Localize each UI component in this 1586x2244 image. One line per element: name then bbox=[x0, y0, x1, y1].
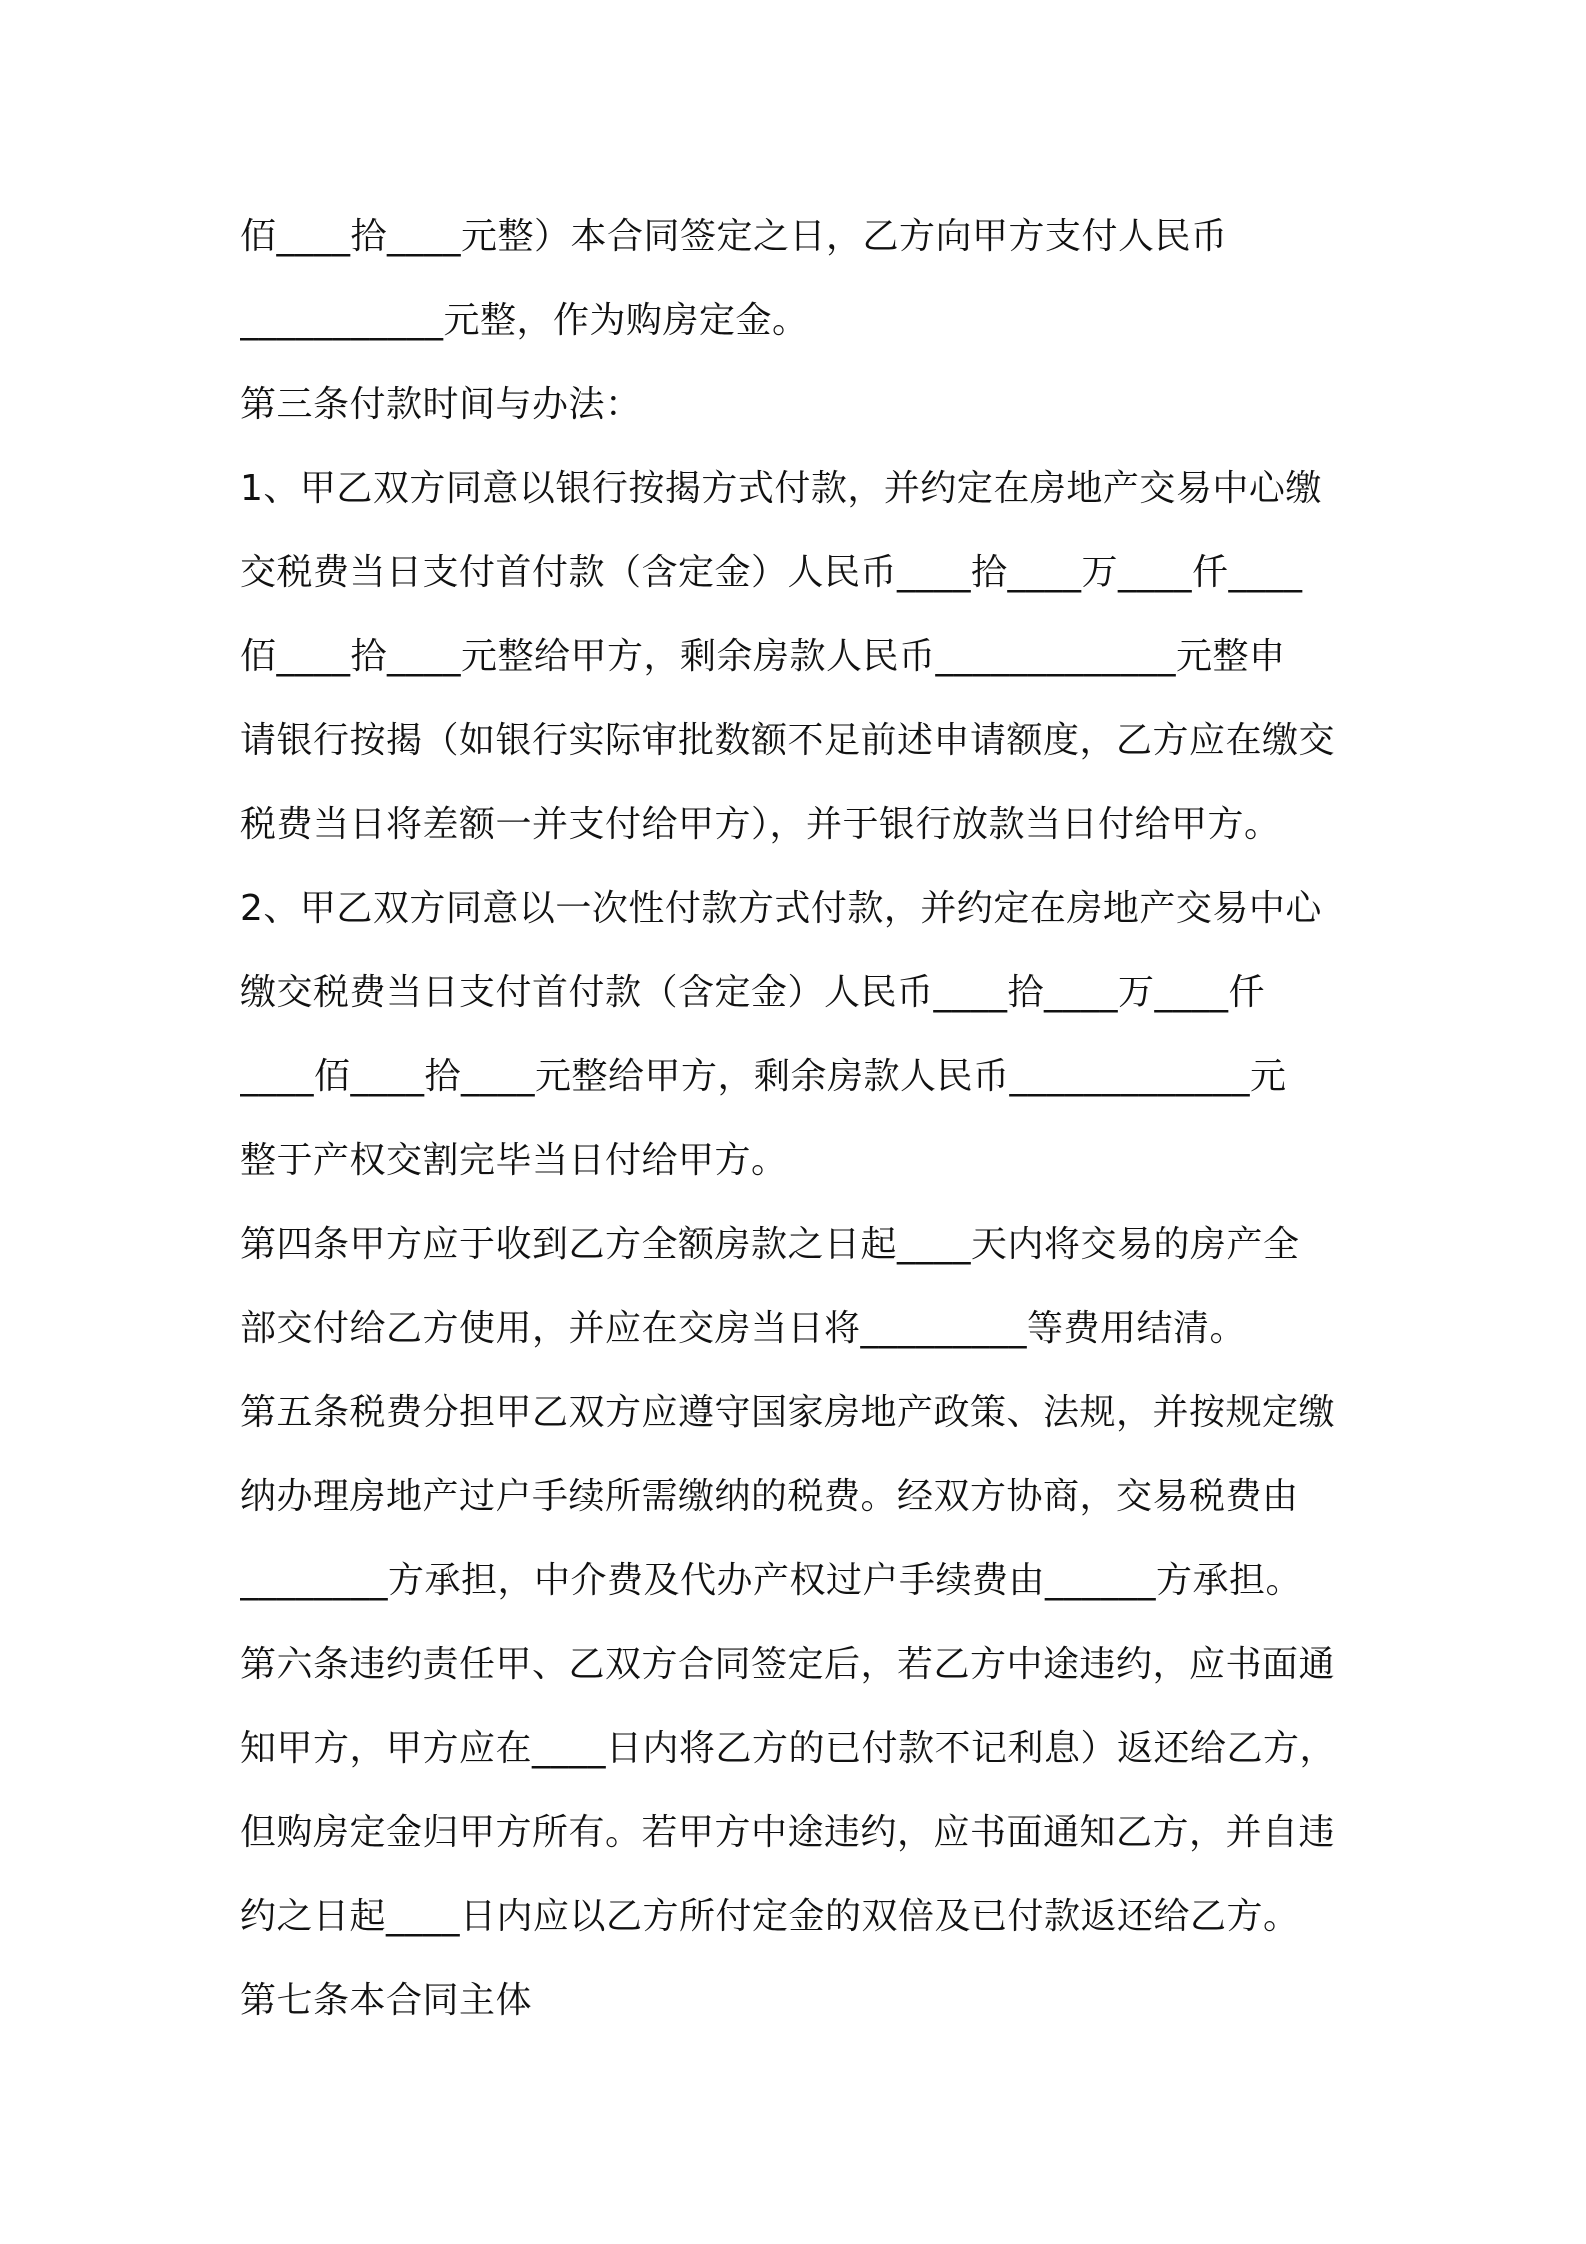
text-line: 纳办理房地产过户手续所需缴纳的税费。经双方协商，交易税费由 bbox=[240, 1476, 1299, 1517]
text-line: 交税费当日支付首付款（含定金）人民币____拾____万____仟____ bbox=[240, 552, 1303, 593]
section-heading-7: 第七条本合同主体 bbox=[240, 1980, 533, 2021]
text-line: 佰____拾____元整）本合同签定之日，乙方向甲方支付人民币 bbox=[240, 216, 1228, 257]
text-line: ____佰____拾____元整给甲方，剩余房款人民币_____________元 bbox=[240, 1056, 1287, 1097]
contract-text bbox=[240, 195, 1360, 2043]
text-line: 佰____拾____元整给甲方，剩余房款人民币_____________元整申 bbox=[240, 636, 1286, 677]
section-heading-4: 第四条甲方应于收到乙方全额房款之日起____天内将交易的房产全 bbox=[240, 1224, 1300, 1265]
section-heading-6: 第六条违约责任甲、乙双方合同签定后，若乙方中途违约，应书面通 bbox=[240, 1644, 1336, 1685]
text-line: 整于产权交割完毕当日付给甲方。 bbox=[240, 1140, 788, 1181]
section-heading-3: 第三条付款时间与办法： bbox=[240, 384, 642, 425]
text-line: 1、甲乙双方同意以银行按揭方式付款，并约定在房地产交易中心缴 bbox=[240, 468, 1322, 509]
text-line: 缴交税费当日支付首付款（含定金）人民币____拾____万____仟 bbox=[240, 972, 1266, 1013]
text-line: 请银行按揭（如银行实际审批数额不足前述申请额度，乙方应在缴交 bbox=[240, 720, 1336, 761]
text-line: ________方承担，中介费及代办产权过户手续费由______方承担。 bbox=[240, 1560, 1303, 1601]
text-line: 税费当日将差额一并支付给甲方），并于银行放款当日付给甲方。 bbox=[240, 804, 1281, 845]
text-line: 但购房定金归甲方所有。若甲方中途违约，应书面通知乙方，并自违 bbox=[240, 1812, 1336, 1853]
text-line: 知甲方，甲方应在____日内将乙方的已付款不记利息）返还给乙方， bbox=[240, 1728, 1337, 1769]
text-line: 部交付给乙方使用，并应在交房当日将_________等费用结清。 bbox=[240, 1308, 1247, 1349]
text-line: 2、甲乙双方同意以一次性付款方式付款，并约定在房地产交易中心 bbox=[240, 888, 1322, 929]
text-line: ___________元整，作为购房定金。 bbox=[240, 300, 809, 341]
text-line: 约之日起____日内应以乙方所付定金的双倍及已付款返还给乙方。 bbox=[240, 1896, 1300, 1937]
section-heading-5: 第五条税费分担甲乙双方应遵守国家房地产政策、法规，并按规定缴 bbox=[240, 1392, 1336, 1433]
